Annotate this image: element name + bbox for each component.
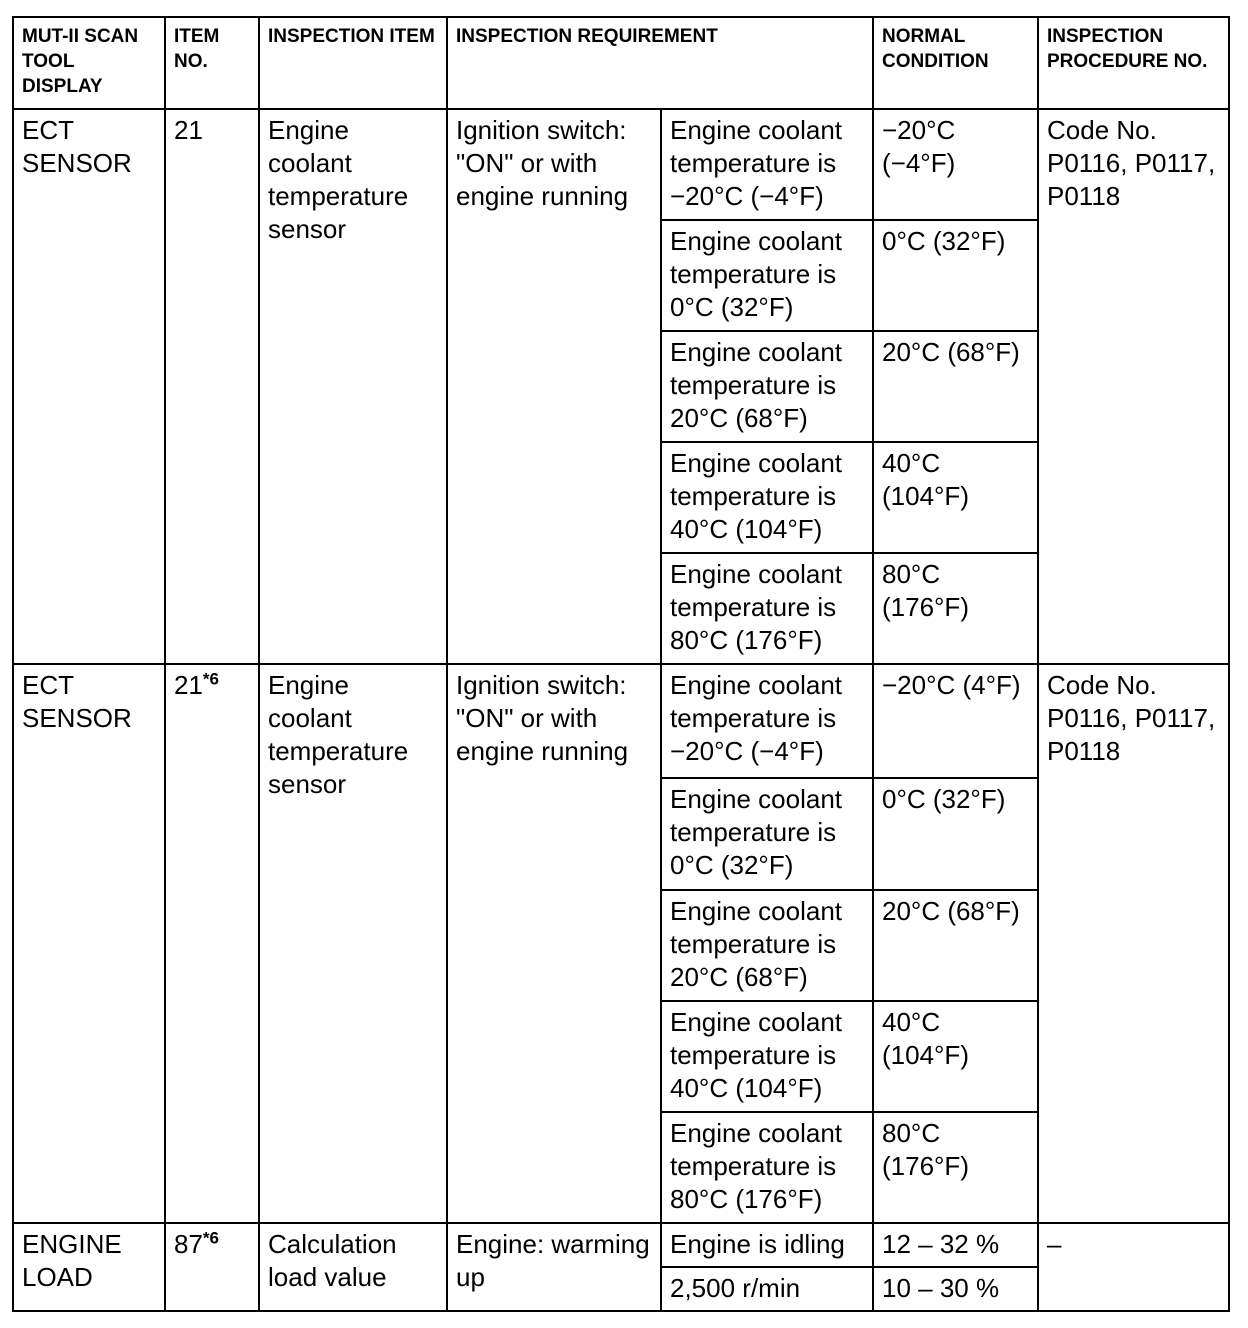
table-row xyxy=(13,664,1229,778)
condition-cell: Engine coolant temperature is 0°C (32°F) xyxy=(661,778,873,889)
condition-cell: Engine is idling xyxy=(661,1223,873,1267)
item-no: 21 xyxy=(174,115,203,145)
inspection-item-cell: Engine coolant temperature sensor xyxy=(259,109,447,664)
header-display: MUT-II SCAN TOOL DISPLAY xyxy=(13,17,165,109)
condition-cell: Engine coolant temperature is 80°C (176°F) xyxy=(661,1112,873,1223)
inspection-table xyxy=(12,16,1230,1312)
procedure-cell: – xyxy=(1038,1223,1229,1311)
item-no-cell xyxy=(165,664,259,1222)
normal-cell: 40°C (104°F) xyxy=(873,1001,1038,1112)
normal-cell: 80°C (176°F) xyxy=(873,1112,1038,1223)
display-cell: ECT SENSOR xyxy=(13,664,165,1222)
procedure-cell: Code No. P0116, P0117, P0118 xyxy=(1038,664,1229,1222)
normal-cell: 10 – 30 % xyxy=(873,1267,1038,1311)
condition-cell: Engine coolant temperature is 20°C (68°F) xyxy=(661,331,873,442)
item-note: *6 xyxy=(202,1228,219,1248)
condition-cell: Engine coolant temperature is 0°C (32°F) xyxy=(661,220,873,331)
header-procedure-no: INSPECTION PROCEDURE NO. xyxy=(1038,17,1229,109)
normal-cell: 40°C (104°F) xyxy=(873,442,1038,553)
condition-cell: Engine coolant temperature is 20°C (68°F) xyxy=(661,890,873,1001)
inspection-item-cell: Engine coolant temperature sensor xyxy=(259,664,447,1222)
item-no-cell xyxy=(165,109,259,664)
header-normal-condition: NORMAL CONDITION xyxy=(873,17,1038,109)
requirement-cell: Ignition switch: "ON" or with engine running xyxy=(447,664,661,1222)
normal-cell: 20°C (68°F) xyxy=(873,890,1038,1001)
header-inspection-requirement: INSPECTION REQUIREMENT xyxy=(447,17,873,109)
display-cell: ENGINE LOAD xyxy=(13,1223,165,1311)
inspection-item-cell: Calculation load value xyxy=(259,1223,447,1311)
condition-cell: Engine coolant temperature is 40°C (104°F) xyxy=(661,442,873,553)
header-row xyxy=(13,17,1229,109)
normal-cell: 12 – 32 % xyxy=(873,1223,1038,1267)
item-note: *6 xyxy=(202,669,219,689)
condition-cell: Engine coolant temperature is 80°C (176°F) xyxy=(661,553,873,664)
condition-cell: Engine coolant temperature is 40°C (104°F) xyxy=(661,1001,873,1112)
normal-cell: 0°C (32°F) xyxy=(873,778,1038,889)
condition-cell: Engine coolant temperature is −20°C (−4°F) xyxy=(661,664,873,778)
item-no: 21 xyxy=(174,670,203,701)
normal-cell: 80°C (176°F) xyxy=(873,553,1038,664)
normal-cell: 0°C (32°F) xyxy=(873,220,1038,331)
procedure-cell: Code No. P0116, P0117, P0118 xyxy=(1038,109,1229,664)
header-item-no: ITEM NO. xyxy=(165,17,259,109)
header-inspection-item: INSPECTION ITEM xyxy=(259,17,447,109)
table-row xyxy=(13,1223,1229,1267)
item-no-cell xyxy=(165,1223,259,1311)
normal-cell: −20°C (4°F) xyxy=(873,664,1038,778)
table-row xyxy=(13,109,1229,220)
display-cell: ECT SENSOR xyxy=(13,109,165,664)
item-no: 87 xyxy=(174,1228,203,1259)
condition-cell: 2,500 r/min xyxy=(661,1267,873,1311)
requirement-cell: Ignition switch: "ON" or with engine running xyxy=(447,109,661,664)
normal-cell: 20°C (68°F) xyxy=(873,331,1038,442)
normal-cell: −20°C (−4°F) xyxy=(873,109,1038,220)
requirement-cell: Engine: warming up xyxy=(447,1223,661,1311)
condition-cell: Engine coolant temperature is −20°C (−4°F) xyxy=(661,109,873,220)
